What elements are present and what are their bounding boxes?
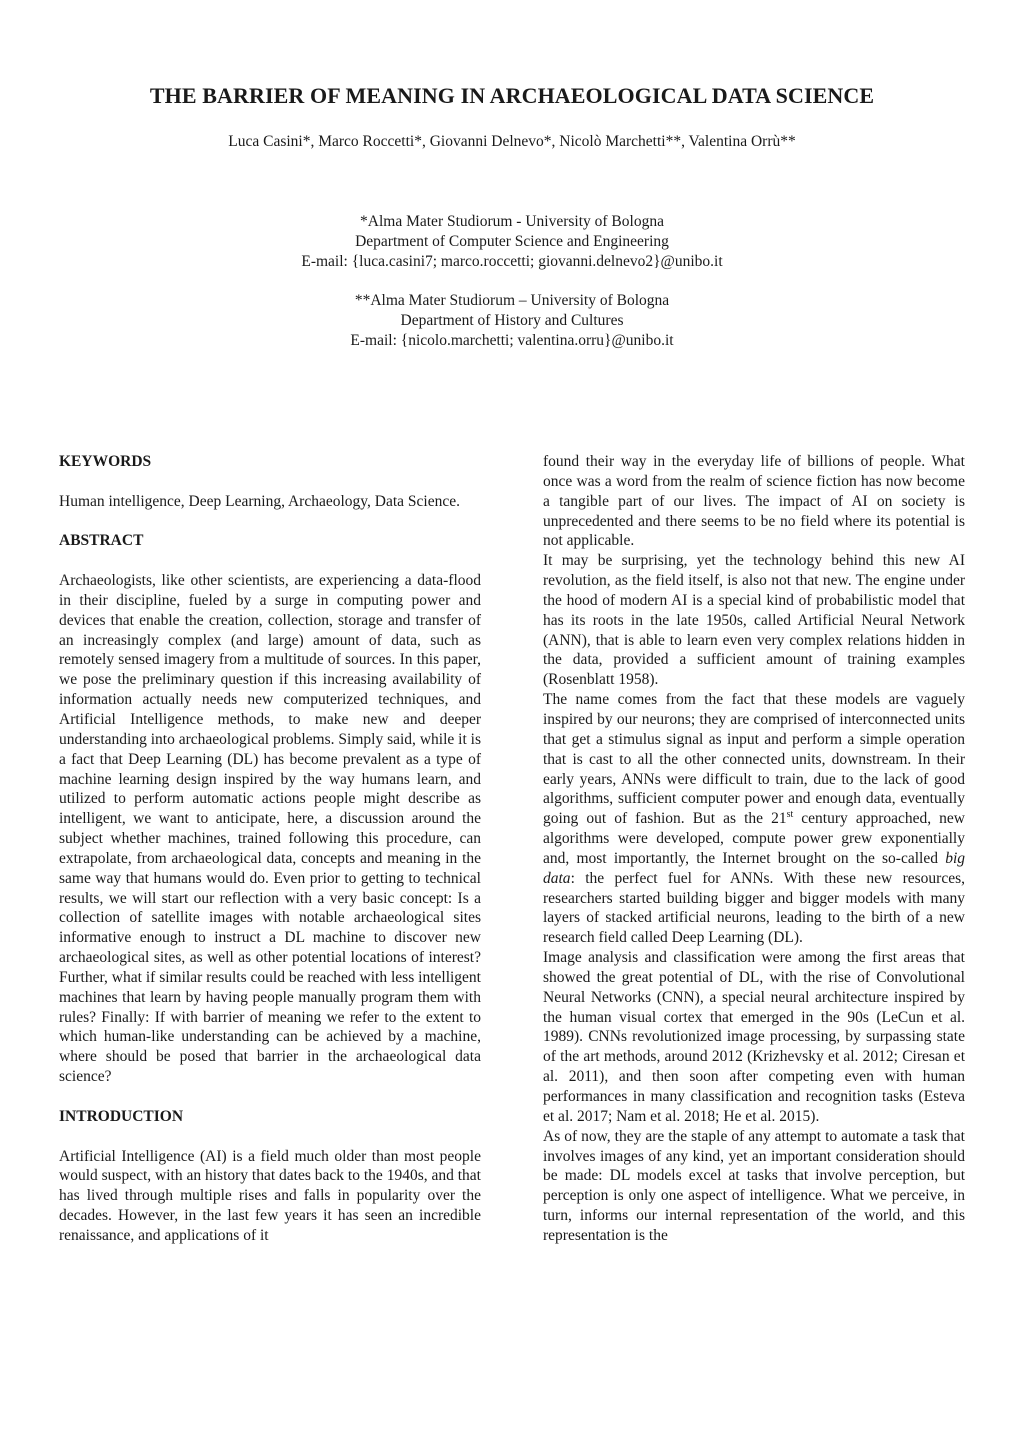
body-paragraph-3-part-a: The name comes from the fact that these models are vaguely inspired by our neurons; they are comprised of interconnected units that get a stimulus signal as input and perform a simple operation that is cast to all the other connected units, downstream. In their early years, ANNs were difficult to train, due to the lack of good algorithms, sufficient computer power and enough data, eventually going out of fashion. But as the 21 bbox=[543, 691, 965, 828]
author-list: Luca Casini*, Marco Roccetti*, Giovanni Delnevo*, Nicolò Marchetti**, Valentina Orrù** bbox=[228, 133, 796, 150]
introduction-text: Artificial Intelligence (AI) is a field much older than most people would suspect, with an history that dates back to the 1940s, and that has lived through multiple rises and falls in popularity over the decades. However, in the last few years it has seen an incredible renaissance, and applications of it bbox=[59, 1147, 481, 1244]
affiliation-block-2 bbox=[0, 291, 1024, 351]
abstract-heading: ABSTRACT bbox=[59, 532, 144, 550]
big-data-term: big data bbox=[543, 849, 965, 887]
paper-title: THE BARRIER OF MEANING IN ARCHAEOLOGICAL DATA SCIENCE bbox=[149, 83, 875, 108]
affiliation-block-1 bbox=[0, 212, 1024, 272]
introduction-heading: INTRODUCTION bbox=[59, 1107, 184, 1125]
affiliation-1-department: Department of Computer Science and Engineering bbox=[355, 233, 669, 250]
affiliation-2-email: E-mail: {nicolo.marchetti; valentina.orru}@unibo.it bbox=[350, 332, 674, 349]
affiliation-1-email: E-mail: {luca.casini7; marco.roccetti; giovanni.delnevo2}@unibo.it bbox=[301, 253, 723, 270]
affiliation-2-institution: **Alma Mater Studiorum – University of Bologna bbox=[354, 292, 670, 309]
body-paragraph-1: found their way in the everyday life of billions of people. What once was a word from the realm of science fiction has now become a tangible part of our lives. The impact of AI on society is unprecedented and there seems to be no field where its potential is not applicable. bbox=[543, 453, 965, 550]
body-paragraph-2: It may be surprising, yet the technology behind this new AI revolution, as the field itself, is also not that new. The engine under the hood of modern AI is a special kind of probabilistic model that has its roots in the late 1950s, called Artificial Neural Network (ANN), that is able to learn even very complex relations hidden in the data, provided a sufficient amount of training examples (Rosenblatt 1958). bbox=[543, 552, 965, 689]
affiliation-2-department: Department of History and Cultures bbox=[400, 312, 624, 329]
body-paragraph-5: As of now, they are the staple of any attempt to automate a task that involves images of any kind, yet an important consideration should be made: DL models excel at tasks that involve perception, but perception is only one aspect of intelligence. What we perceive, in turn, informs our internal representation of the world, and this representation is the bbox=[543, 1127, 965, 1244]
right-column bbox=[543, 452, 965, 1246]
keywords-text: Human intelligence, Deep Learning, Archaeology, Data Science. bbox=[59, 492, 460, 510]
body-paragraph-3-part-c: : the perfect fuel for ANNs. With these new resources, researchers started building bigger and bigger models with many layers of stacked artificial neurons, leading to the birth of a new research field called Deep Learning (DL). bbox=[543, 869, 965, 947]
ordinal-superscript: st bbox=[786, 809, 794, 821]
body-paragraph-3-part-b: century approached, new algorithms were developed, compute power grew exponentially and, most importantly, the Internet brought on the so-called bbox=[543, 810, 965, 867]
body-paragraph-3 bbox=[543, 690, 965, 948]
affiliation-1-institution: *Alma Mater Studiorum - University of Bologna bbox=[360, 213, 664, 230]
left-column bbox=[59, 452, 481, 1246]
keywords-heading: KEYWORDS bbox=[59, 453, 152, 470]
abstract-text: Archaeologists, like other scientists, are experiencing a data-flood in their discipline, fueled by a surge in computing power and devices that enable the creation, collection, storage and transfer of an increasingly complex (and large) amount of data, such as remotely sensed imagery from a multitude of sources. In this paper, we pose the preliminary question if this increasing availability of information actually needs new computerized techniques, and Artificial Intelligence methods, to make new and deeper understanding into archaeological problems. Simply said, while it is a fact that Deep Learning (DL) has become prevalent as a type of machine learning design inspired by the way humans learn, and utilized to perform automatic actions people might describe as intelligent, we want to anticipate, here, a discussion around the subject whether machines, trained following this procedure, can extrapolate, from archaeological data, concepts and meaning in the same way that humans would do. Even prior to getting to technical results, we will start our reflection with a very basic concept: Is a collection of satellite images with notable archaeological sites informative enough to instruct a DL machine to discover new archaeological sites, as well as other potential locations of interest? Further, what if similar results could be reached with less intelligent machines that learn by having people manually program them with rules? Finally: If with barrier of meaning we refer to the extent to which human-like understanding can be achieved by a machine, where should be posed that barrier in the archaeological data science? bbox=[59, 572, 481, 1086]
body-paragraph-4: Image analysis and classification were among the first areas that showed the great potential of DL, with the rise of Convolutional Neural Networks (CNN), a special neural architecture inspired by the human visual cortex that emerged in the 90s (LeCun et al. 1989). CNNs revolutionized image processing, by surpassing state of the art methods, around 2012 (Krizhevsky et al. 2012; Ciresan et al. 2011), and then soon after competing even with human performances in many classification and recognition tasks (Esteva et al. 2017; Nam et al. 2018; He et al. 2015). bbox=[543, 949, 965, 1125]
